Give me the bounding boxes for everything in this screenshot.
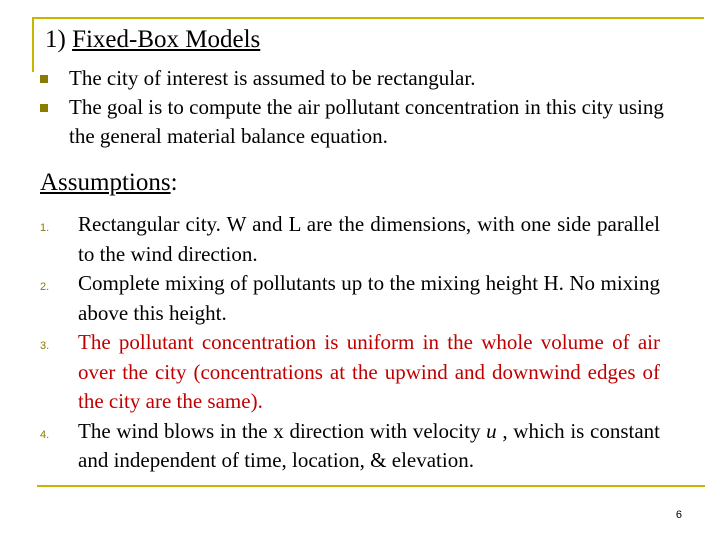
bullet-item bbox=[40, 93, 690, 151]
assumptions-list bbox=[40, 210, 660, 476]
assumption-number: 1. bbox=[40, 222, 50, 234]
bullet-text: The city of interest is assumed to be rectangular. bbox=[69, 66, 476, 90]
bullet-item bbox=[40, 64, 690, 93]
slide-title bbox=[45, 26, 260, 54]
title-text: Fixed-Box Models bbox=[72, 26, 261, 53]
velocity-variable: u bbox=[486, 418, 497, 443]
square-bullet-icon bbox=[40, 104, 48, 112]
assumption-item bbox=[40, 417, 660, 476]
bullet-text: The goal is to compute the air pollutant concentration in this city using the general material balance equation. bbox=[69, 95, 664, 148]
assumption-number: 2. bbox=[40, 281, 50, 293]
assumption-item bbox=[40, 269, 660, 328]
assumptions-heading bbox=[40, 169, 178, 197]
assumption-number: 4. bbox=[40, 428, 50, 441]
assumption-item bbox=[40, 210, 660, 269]
assumption-text: Rectangular city. W and L are the dimensions, with one side parallel to the wind direction. bbox=[78, 212, 660, 266]
assumptions-heading-suffix: : bbox=[170, 169, 178, 196]
bottom-accent-rule bbox=[37, 485, 705, 487]
assumption-text: The pollutant concentration is uniform in the whole volume of air over the city (concentrations at the upwind and downwind edges of the city are the same). bbox=[78, 330, 660, 413]
title-number: 1) bbox=[45, 26, 66, 53]
assumption-text-before: The wind blows in the x direction with velocity bbox=[78, 418, 487, 443]
intro-bullet-list bbox=[40, 64, 690, 151]
assumption-item bbox=[40, 328, 660, 417]
assumptions-heading-text: Assumptions bbox=[40, 169, 171, 196]
left-accent-rule bbox=[32, 17, 34, 72]
assumption-text: Complete mixing of pollutants up to the mixing height H. No mixing above this height. bbox=[78, 271, 660, 325]
square-bullet-icon bbox=[40, 75, 48, 83]
top-accent-rule bbox=[32, 17, 704, 19]
assumption-number: 3. bbox=[40, 340, 50, 352]
assumption-text-after: , which is constant and independent of time, location, & elevation. bbox=[78, 418, 661, 472]
page-number: 6 bbox=[675, 509, 682, 521]
